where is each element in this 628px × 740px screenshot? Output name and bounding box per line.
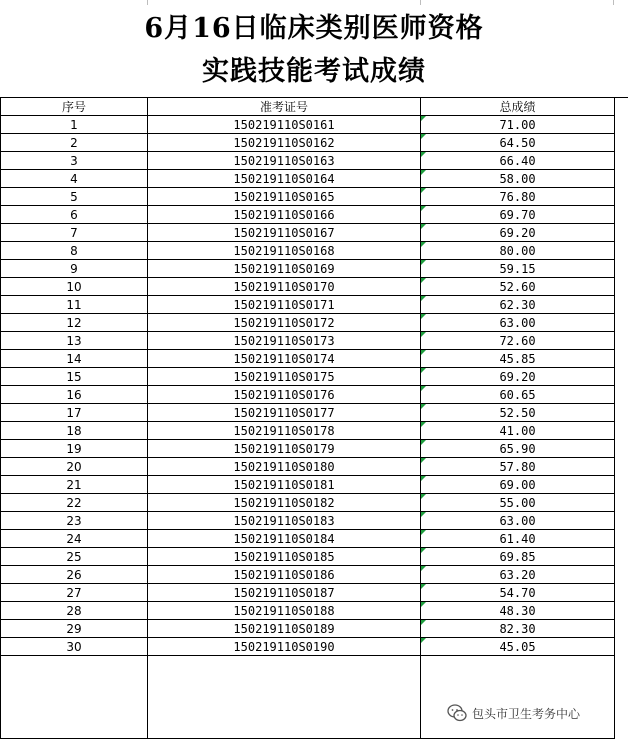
cell-marker-icon [421,188,426,193]
score-value: 45.85 [499,351,536,366]
row-total-score [421,602,615,620]
empty-cell [421,656,615,739]
row-exam-id: 150219110S0184 [148,530,421,548]
score-value: 60.65 [499,387,536,402]
score-value: 63.00 [499,315,536,330]
row-exam-id: 150219110S0172 [148,314,421,332]
row-index: 8 [1,242,148,260]
row-total-score [421,530,615,548]
table-row [1,620,615,638]
score-value: 76.80 [499,189,536,204]
row-total-score [421,584,615,602]
row-total-score [421,296,615,314]
row-exam-id: 150219110S0186 [148,566,421,584]
row-exam-id: 150219110S0185 [148,548,421,566]
score-value: 57.80 [499,459,536,474]
row-index: 13 [1,332,148,350]
row-index: 17 [1,404,148,422]
cell-marker-icon [421,458,426,463]
row-index: 25 [1,548,148,566]
row-exam-id: 150219110S0175 [148,368,421,386]
score-value: 54.70 [499,585,536,600]
row-index: 16 [1,386,148,404]
cell-marker-icon [421,638,426,643]
table-row [1,206,615,224]
row-total-score [421,620,615,638]
table-row [1,134,615,152]
row-index: 3 [1,152,148,170]
title-line-1: 6月16日临床类别医师资格 [144,13,484,44]
row-total-score [421,224,615,242]
row-index: 5 [1,188,148,206]
cell-marker-icon [421,350,426,355]
row-exam-id: 150219110S0166 [148,206,421,224]
table-row [1,566,615,584]
cell-marker-icon [421,116,426,121]
row-index: 9 [1,260,148,278]
table-row [1,242,615,260]
header-index: 序号 [1,98,148,116]
score-value: 62.30 [499,297,536,312]
score-value: 72.60 [499,333,536,348]
cell-marker-icon [421,386,426,391]
score-value: 82.30 [499,621,536,636]
row-exam-id: 150219110S0188 [148,602,421,620]
cell-marker-icon [421,152,426,157]
score-value: 52.50 [499,405,536,420]
row-index: 30 [1,638,148,656]
cell-marker-icon [421,494,426,499]
row-total-score [421,476,615,494]
row-index: 24 [1,530,148,548]
sheet-edge [614,97,628,740]
table-row [1,476,615,494]
row-index: 27 [1,584,148,602]
row-exam-id: 150219110S0183 [148,512,421,530]
row-index: 29 [1,620,148,638]
cell-marker-icon [421,404,426,409]
table-row [1,224,615,242]
row-exam-id: 150219110S0161 [148,116,421,134]
table-row [1,638,615,656]
row-total-score [421,350,615,368]
row-exam-id: 150219110S0190 [148,638,421,656]
row-total-score [421,152,615,170]
row-exam-id: 150219110S0164 [148,170,421,188]
row-total-score [421,440,615,458]
row-exam-id: 150219110S0171 [148,296,421,314]
row-total-score [421,404,615,422]
row-total-score [421,260,615,278]
row-exam-id: 150219110S0162 [148,134,421,152]
score-value: 58.00 [499,171,536,186]
row-index: 21 [1,476,148,494]
wechat-icon [447,703,467,723]
row-index: 15 [1,368,148,386]
row-exam-id: 150219110S0167 [148,224,421,242]
score-value: 64.50 [499,135,536,150]
score-value: 61.40 [499,531,536,546]
row-total-score [421,170,615,188]
table-row [1,404,615,422]
row-total-score [421,494,615,512]
row-exam-id: 150219110S0187 [148,584,421,602]
row-index: 6 [1,206,148,224]
row-index: 28 [1,602,148,620]
cell-marker-icon [421,260,426,265]
cell-marker-icon [421,170,426,175]
cell-marker-icon [421,548,426,553]
cell-marker-icon [421,584,426,589]
table-row [1,170,615,188]
row-exam-id: 150219110S0169 [148,260,421,278]
score-value: 48.30 [499,603,536,618]
score-value: 41.00 [499,423,536,438]
score-value: 69.20 [499,369,536,384]
cell-marker-icon [421,422,426,427]
row-total-score [421,386,615,404]
score-value: 63.00 [499,513,536,528]
cell-marker-icon [421,530,426,535]
table-row [1,584,615,602]
score-value: 69.00 [499,477,536,492]
row-exam-id: 150219110S0181 [148,476,421,494]
table-row [1,296,615,314]
cell-marker-icon [421,602,426,607]
row-index: 22 [1,494,148,512]
score-value: 52.60 [499,279,536,294]
header-total-score: 总成绩 [421,98,615,116]
row-exam-id: 150219110S0174 [148,350,421,368]
empty-cell [1,656,148,739]
table-row [1,314,615,332]
cell-marker-icon [421,566,426,571]
row-exam-id: 150219110S0170 [148,278,421,296]
score-value: 59.15 [499,261,536,276]
row-total-score [421,458,615,476]
row-index: 7 [1,224,148,242]
title-block [0,0,628,97]
watermark [447,700,617,726]
row-exam-id: 150219110S0178 [148,422,421,440]
row-index: 2 [1,134,148,152]
table-row [1,332,615,350]
row-total-score [421,134,615,152]
table-row [1,116,615,134]
table-row [1,494,615,512]
empty-row [1,656,615,739]
table-row [1,458,615,476]
cell-marker-icon [421,332,426,337]
score-table [0,97,615,739]
row-exam-id: 150219110S0173 [148,332,421,350]
row-exam-id: 150219110S0163 [148,152,421,170]
row-index: 12 [1,314,148,332]
row-exam-id: 150219110S0180 [148,458,421,476]
cell-marker-icon [421,476,426,481]
row-total-score [421,242,615,260]
table-row [1,152,615,170]
score-value: 45.05 [499,639,536,654]
table-row [1,422,615,440]
title-line-2: 实践技能考试成绩 [202,56,426,87]
row-total-score [421,332,615,350]
header-row [1,98,615,116]
score-value: 66.40 [499,153,536,168]
row-total-score [421,116,615,134]
cell-marker-icon [421,206,426,211]
table-row [1,530,615,548]
cell-marker-icon [421,620,426,625]
empty-cell [148,656,421,739]
cell-marker-icon [421,242,426,247]
score-value: 65.90 [499,441,536,456]
watermark-text: 包头市卫生考务中心 [472,706,581,721]
score-value: 55.00 [499,495,536,510]
cell-marker-icon [421,440,426,445]
score-value: 69.85 [499,549,536,564]
row-total-score [421,206,615,224]
row-total-score [421,548,615,566]
score-value: 63.20 [499,567,536,582]
row-index: 1 [1,116,148,134]
row-exam-id: 150219110S0176 [148,386,421,404]
row-index: 23 [1,512,148,530]
row-index: 10 [1,278,148,296]
table-row [1,602,615,620]
row-index: 26 [1,566,148,584]
table-row [1,440,615,458]
row-total-score [421,278,615,296]
cell-marker-icon [421,224,426,229]
score-value: 71.00 [499,117,536,132]
header-exam-id: 准考证号 [148,98,421,116]
cell-marker-icon [421,512,426,517]
row-index: 11 [1,296,148,314]
table-row [1,350,615,368]
row-index: 20 [1,458,148,476]
row-total-score [421,188,615,206]
row-index: 19 [1,440,148,458]
table-row [1,548,615,566]
score-value: 80.00 [499,243,536,258]
row-total-score [421,638,615,656]
table-row [1,512,615,530]
row-total-score [421,314,615,332]
row-exam-id: 150219110S0177 [148,404,421,422]
row-index: 4 [1,170,148,188]
row-exam-id: 150219110S0168 [148,242,421,260]
table-row [1,260,615,278]
row-total-score [421,422,615,440]
cell-marker-icon [421,134,426,139]
row-total-score [421,512,615,530]
row-index: 14 [1,350,148,368]
cell-marker-icon [421,314,426,319]
cell-marker-icon [421,368,426,373]
table-row [1,278,615,296]
row-exam-id: 150219110S0182 [148,494,421,512]
row-total-score [421,566,615,584]
row-index: 18 [1,422,148,440]
score-value: 69.70 [499,207,536,222]
row-total-score [421,368,615,386]
score-value: 69.20 [499,225,536,240]
cell-marker-icon [421,278,426,283]
row-exam-id: 150219110S0179 [148,440,421,458]
row-exam-id: 150219110S0165 [148,188,421,206]
cell-marker-icon [421,296,426,301]
table-row [1,386,615,404]
table-row [1,368,615,386]
row-exam-id: 150219110S0189 [148,620,421,638]
table-row [1,188,615,206]
